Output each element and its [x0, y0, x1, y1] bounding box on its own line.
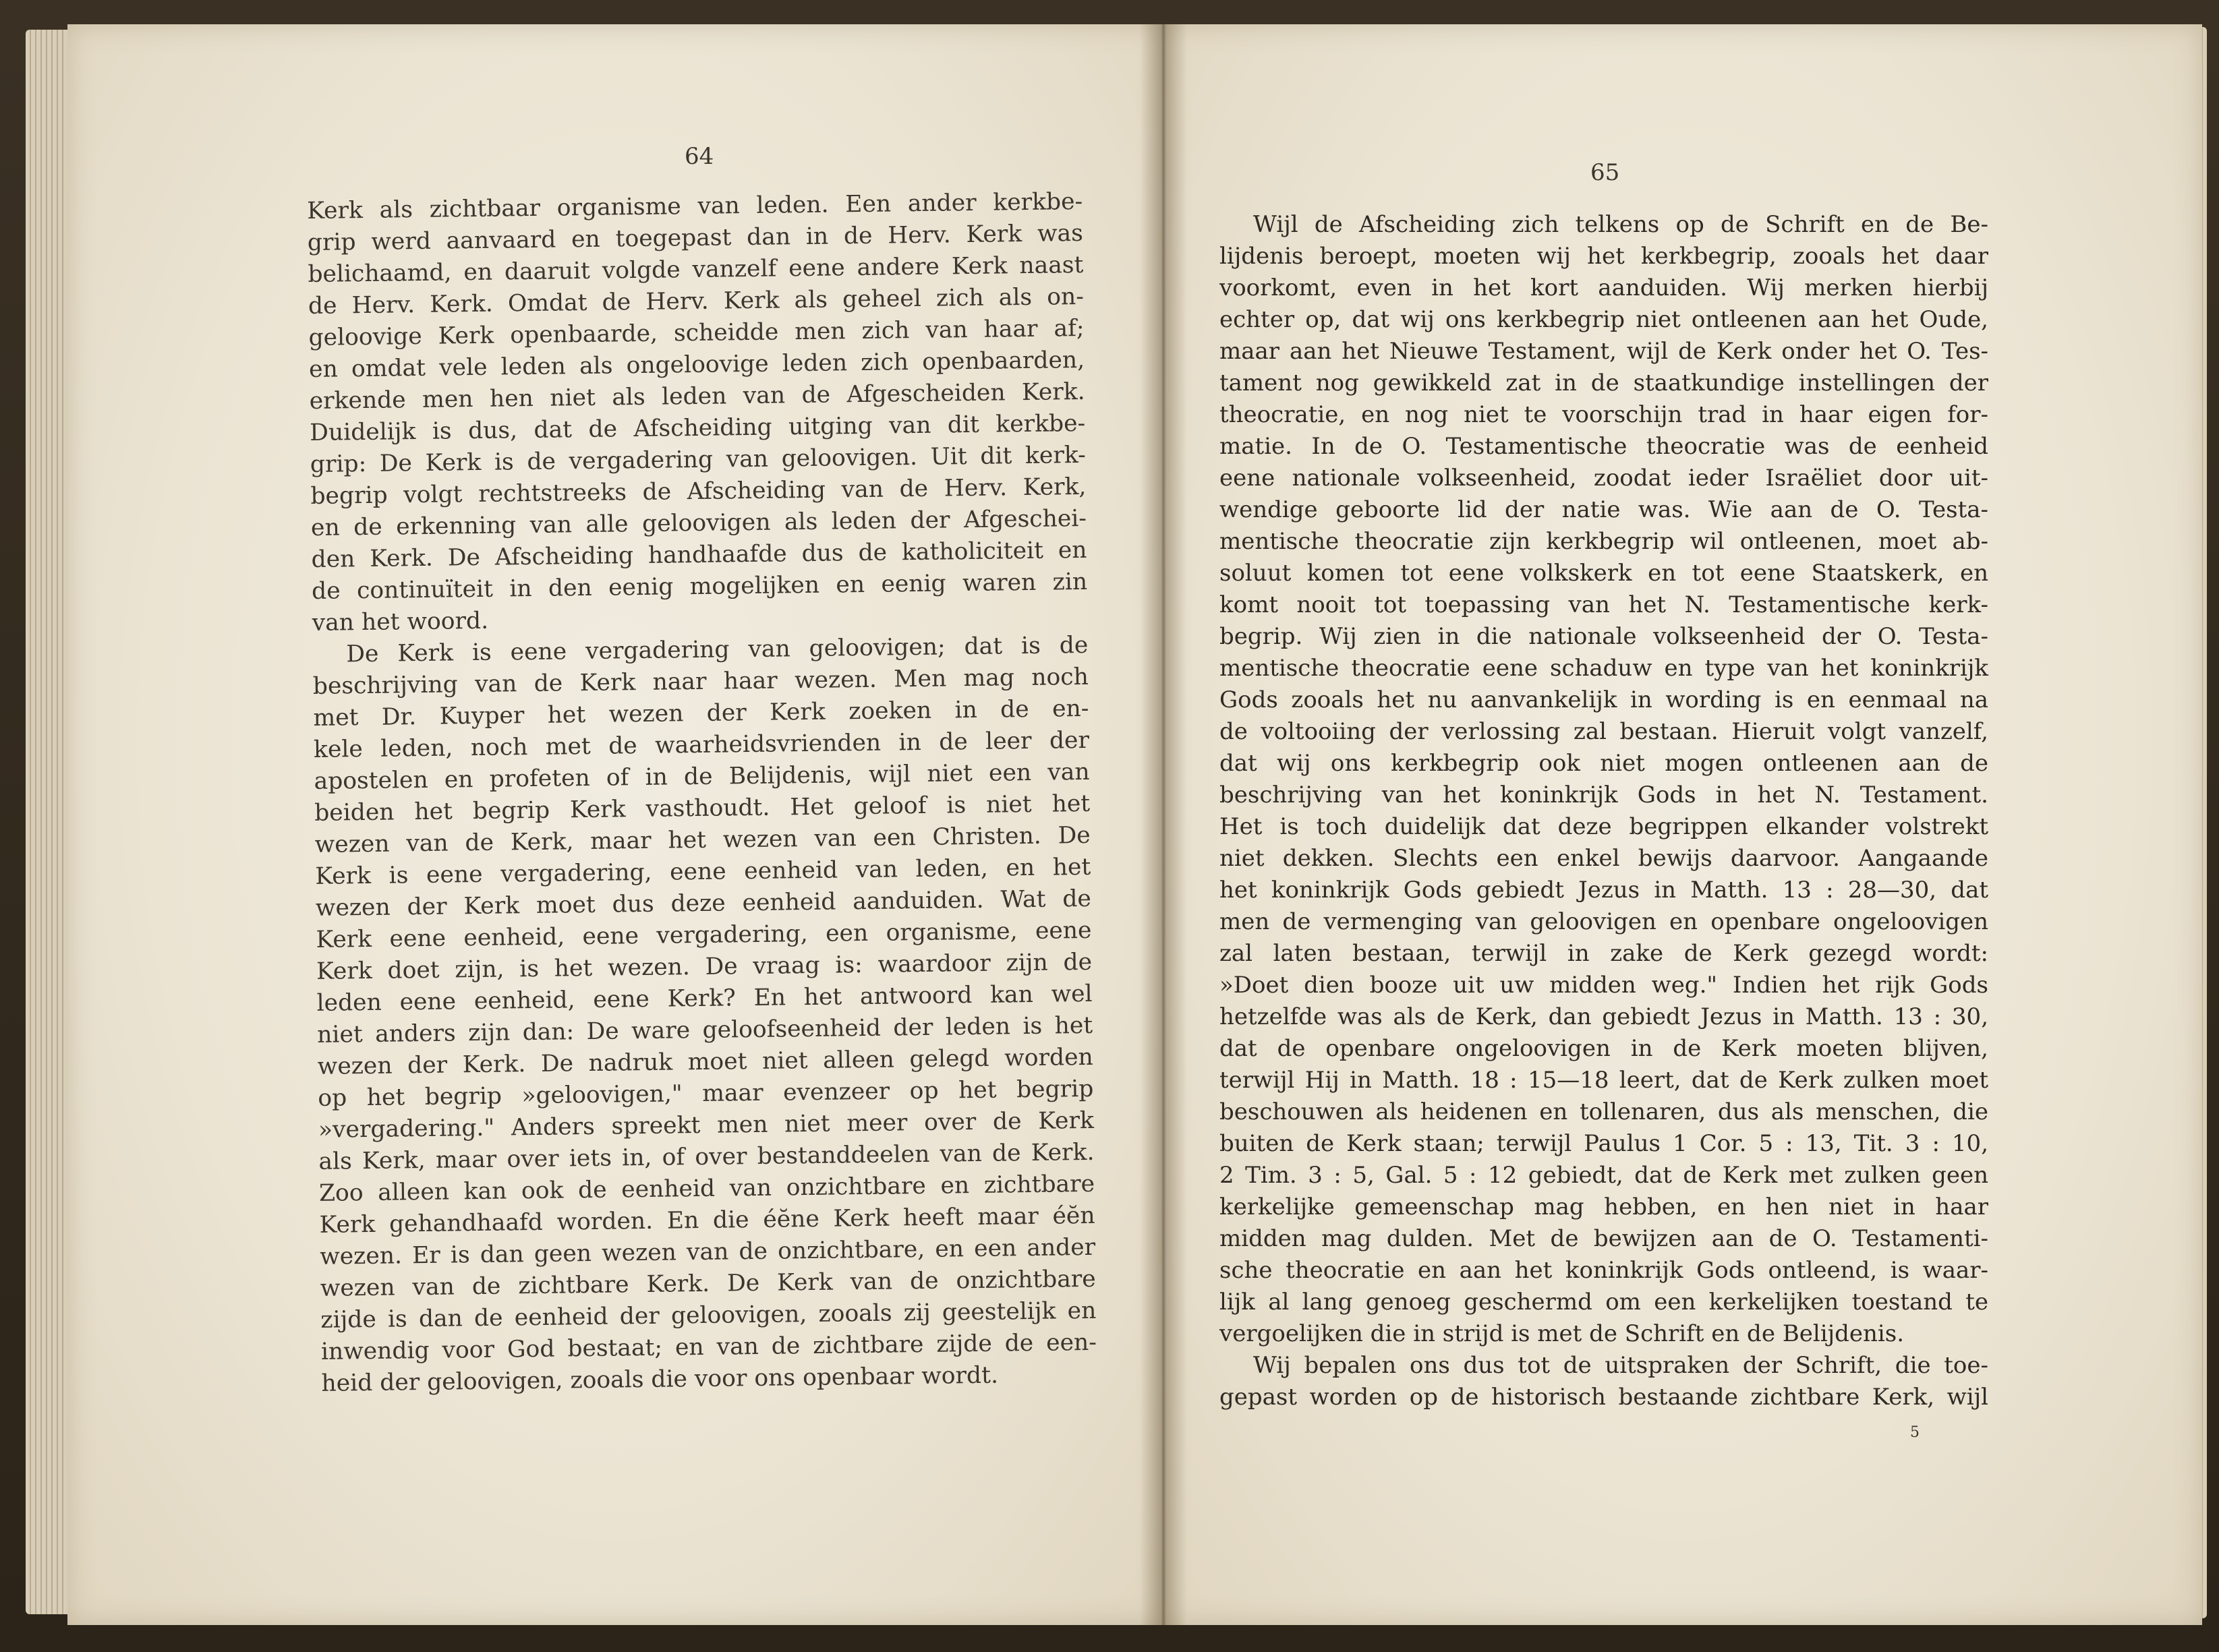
book-gutter — [1140, 24, 1187, 1625]
text-line: Kerk eene eenheid, eene vergadering, een organisme, eene — [316, 916, 1092, 953]
text-line: »vergadering." Anders spreekt men niet meer over de Kerk — [318, 1107, 1095, 1144]
text-line: sche theocratie en aan het koninkrijk Gods ontleend, is waar- — [1219, 1257, 1988, 1284]
text-line: wezen. Er is dan geen wezen van de onzichtbare, en een ander — [319, 1233, 1096, 1270]
text-line: mentische theocratie zijn kerkbegrip wil ontleenen, moet ab- — [1219, 528, 1988, 555]
text-line: Wijl de Afscheiding zich telkens op de Schrift en de Be- — [1253, 211, 1988, 238]
text-line: Zoo alleen kan ook de eenheid van onzichtbare en zichtbare — [318, 1170, 1095, 1207]
text-line: grip: De Kerk is de vergadering van geloovigen. Uit dit kerk- — [310, 441, 1087, 478]
text-line: grip werd aanvaard en toegepast dan in de Herv. Kerk was — [307, 219, 1084, 256]
text-line: Gods zooals het nu aanvankelijk in wording is en eenmaal na — [1219, 686, 1988, 713]
text-line: niet dekken. Slechts een enkel bewijs daarvoor. Aangaande — [1219, 845, 1988, 872]
text-line: terwijl Hij in Matth. 18 : 15—18 leert, dat de Kerk zulken moet — [1219, 1067, 1988, 1094]
text-line: met Dr. Kuyper het wezen der Kerk zoeken in de en- — [313, 695, 1089, 732]
text-line: en omdat vele leden als ongeloovige leden zich openbaarden, — [308, 346, 1085, 383]
text-line: Wij bepalen ons dus tot de uitspraken der Schrift, die toe- — [1253, 1352, 1988, 1379]
text-line: soluut komen tot eene volkskerk en tot eene Staatskerk, en — [1219, 560, 1988, 587]
text-line: heid der geloovigen, zooals die voor ons openbaar wordt. — [321, 1361, 999, 1397]
gathering-signature: 5 — [1910, 1424, 1920, 1441]
text-line: dat de openbare ongeloovigen in de Kerk moeten blijven, — [1219, 1035, 1988, 1062]
text-line: beiden het begrip Kerk vasthoudt. Het geloof is niet het — [314, 790, 1091, 827]
text-line: de continuïteit in den eenig mogelijken en eenig waren zin — [311, 568, 1088, 605]
text-line: begrip. Wij zien in die nationale volkseenheid der O. Testa- — [1219, 623, 1988, 650]
text-line: voorkomt, even in het kort aanduiden. Wij merken hierbij — [1219, 274, 1988, 301]
text-line: Kerk is eene vergadering, eene eenheid van leden, en het — [315, 853, 1091, 890]
text-line: den Kerk. De Afscheiding handhaafde dus de katholiciteit en — [311, 536, 1087, 573]
text-line: beschrijving van de Kerk naar haar wezen. Men mag noch — [312, 663, 1089, 700]
text-line: wendige geboorte lid der natie was. Wie aan de O. Testa- — [1219, 496, 1988, 523]
left-page-number: 64 — [685, 143, 714, 170]
text-line: erkende men hen niet als leden van de Afgescheiden Kerk. — [309, 378, 1085, 415]
text-line: Duidelijk is dus, dat de Afscheiding uitging van dit kerkbe- — [310, 409, 1086, 446]
text-line: en de erkenning van alle geloovigen als leden der Afgeschei- — [310, 504, 1087, 541]
text-line: belichaamd, en daaruit volgde vanzelf eene andere Kerk naast — [308, 251, 1084, 288]
text-line: zal laten bestaan, terwijl in zake de Kerk gezegd wordt: — [1219, 940, 1988, 967]
text-line: wezen der Kerk moet dus deze eenheid aanduiden. Wat de — [315, 885, 1092, 922]
text-line: wezen der Kerk. De nadruk moet niet alleen gelegd worden — [317, 1043, 1093, 1080]
text-line: Het is toch duidelijk dat deze begrippen elkander volstrekt — [1219, 813, 1988, 840]
text-line: kerkelijke gemeenschap mag hebben, en hen niet in haar — [1219, 1193, 1988, 1220]
text-line: men de vermenging van geloovigen en openbare ongeloovigen — [1219, 908, 1988, 935]
text-line: begrip volgt rechtstreeks de Afscheiding van de Herv. Kerk, — [310, 473, 1087, 510]
text-line: de voltooiing der verlossing zal bestaan. Hieruit volgt vanzelf, — [1219, 718, 1988, 745]
text-line: vergoelijken die in strijd is met de Schrift en de Belijdenis. — [1219, 1320, 1905, 1347]
text-line: zijde is dan de eenheid der geloovigen, zooals zij geestelijk en — [320, 1297, 1097, 1334]
text-line: het koninkrijk Gods gebiedt Jezus in Matth. 13 : 28—30, dat — [1219, 877, 1988, 904]
text-line: eene nationale volkseenheid, zoodat ieder Israëliet door uit- — [1219, 465, 1988, 492]
text-line: inwendig voor God bestaat; en van de zichtbare zijde de een- — [320, 1328, 1097, 1365]
text-line: lijdenis beroept, moeten wij het kerkbegrip, zooals het daar — [1219, 243, 1988, 270]
text-line: kele leden, noch met de waarheidsvrienden in de leer der — [313, 726, 1090, 763]
text-line: maar aan het Nieuwe Testament, wijl de Kerk onder het O. Tes- — [1219, 338, 1988, 365]
text-line: de Herv. Kerk. Omdat de Herv. Kerk als geheel zich als on- — [308, 283, 1085, 320]
text-line: geloovige Kerk openbaarde, scheidde men zich van haar af; — [308, 314, 1085, 351]
text-line: tament nog gewikkeld zat in de staatkundige instellingen der — [1219, 370, 1988, 396]
text-line: leden eene eenheid, eene Kerk? En het antwoord kan wel — [316, 980, 1093, 1017]
text-line: Kerk gehandhaafd worden. En die éĕne Kerk heeft maar éĕn — [319, 1202, 1095, 1239]
text-line: midden mag dulden. Met de bewijzen aan de O. Testamenti- — [1219, 1225, 1988, 1252]
text-line: niet anders zijn dan: De ware geloofseenheid der leden is het — [316, 1011, 1093, 1049]
text-line: mentische theocratie eene schaduw en type van het koninkrijk — [1219, 655, 1988, 682]
right-page-text — [1219, 209, 1988, 1413]
text-line: beschouwen als heidenen en tollenaren, dus als menschen, die — [1219, 1098, 1988, 1125]
text-line: Kerk doet zijn, is het wezen. De vraag is: waardoor zijn de — [316, 948, 1093, 985]
text-line: dat wij ons kerkbegrip ook niet mogen ontleenen aan de — [1219, 750, 1988, 777]
text-line: hetzelfde was als de Kerk, dan gebiedt Jezus in Matth. 13 : 30, — [1219, 1003, 1988, 1030]
text-line: beschrijving van het koninkrijk Gods in het N. Testament. — [1219, 781, 1988, 808]
text-line: apostelen en profeten of in de Belijdenis, wijl niet een van — [314, 758, 1090, 795]
text-line: matie. In de O. Testamentische theocratie was de eenheid — [1219, 433, 1988, 460]
text-line: 2 Tim. 3 : 5, Gal. 5 : 12 gebiedt, dat de Kerk met zulken geen — [1219, 1162, 1988, 1189]
left-page-text — [307, 186, 1097, 1400]
text-line: lijk al lang genoeg geschermd om een kerkelijken toestand te — [1219, 1289, 1988, 1316]
right-page-number: 65 — [1590, 159, 1620, 186]
text-line: buiten de Kerk staan; terwijl Paulus 1 Cor. 5 : 13, Tit. 3 : 10, — [1219, 1130, 1988, 1157]
text-line: wezen van de Kerk, maar het wezen van een Christen. De — [314, 821, 1091, 858]
text-line: op het begrip »geloovigen," maar evenzeer op het begrip — [318, 1075, 1094, 1112]
text-line: van het woord. — [312, 607, 489, 637]
text-line: wezen van de zichtbare Kerk. De Kerk van de onzichtbare — [320, 1265, 1096, 1302]
text-line: echter op, dat wij ons kerkbegrip niet ontleenen aan het Oude, — [1219, 306, 1988, 333]
text-line: komt nooit tot toepassing van het N. Testamentische kerk- — [1219, 591, 1988, 618]
text-line: Kerk als zichtbaar organisme van leden. Een ander kerkbe- — [307, 187, 1083, 225]
text-line: gepast worden op de historisch bestaande zichtbare Kerk, wijl — [1219, 1384, 1988, 1411]
text-line: »Doet dien booze uit uw midden weg." Indien het rijk Gods — [1219, 972, 1988, 999]
text-line: theocratie, en nog niet te voorschijn trad in haar eigen for- — [1219, 401, 1988, 428]
text-line: als Kerk, maar over iets in, of over bestanddeelen van de Kerk. — [318, 1138, 1095, 1175]
text-line: De Kerk is eene vergadering van geloovigen; dat is de — [346, 631, 1089, 668]
